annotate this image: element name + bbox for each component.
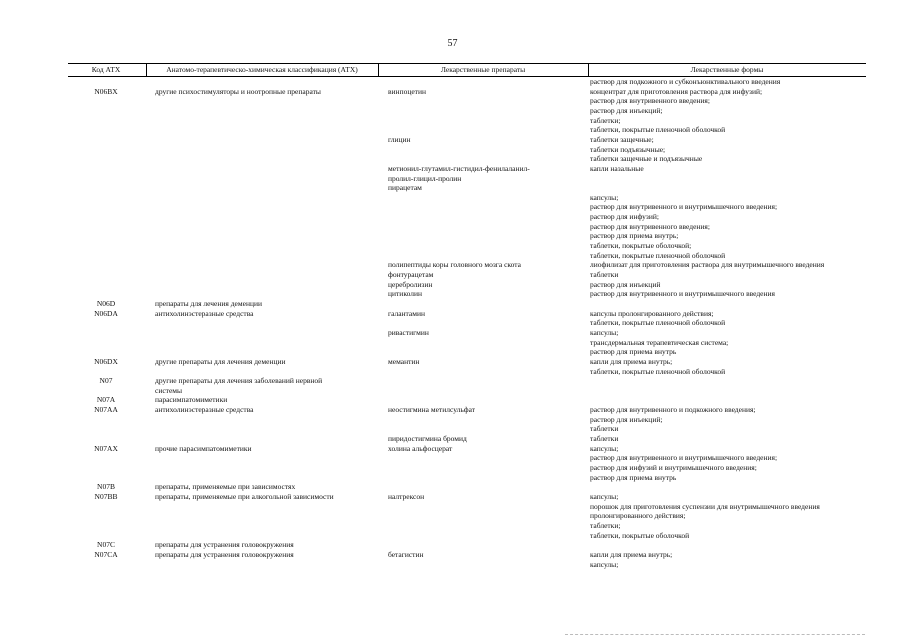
drug-name-cell: неостигмина метилсульфат: [388, 405, 476, 415]
classification-cell: другие психостимуляторы и ноотропные препараты: [155, 86, 321, 96]
drug-name-cell: церебролизин: [388, 279, 433, 289]
dosage-form-cell: таблетки, покрытые пленочной оболочкой: [590, 125, 726, 135]
dosage-form-cell: таблетки, покрытые пленочной оболочкой: [590, 318, 726, 328]
header-drugs: Лекарственные препараты: [440, 65, 526, 74]
classification-cell: другие препараты для лечения заболеваний нервной: [155, 376, 323, 386]
dosage-form-cell: таблетки защечные;: [590, 134, 654, 144]
drug-name-cell: мемантин: [388, 356, 420, 366]
atx-code-cell: N06BX: [94, 86, 118, 96]
classification-cell: прочие парасимпатомиметики: [155, 443, 252, 453]
dosage-form-cell: таблетки, покрытые пленочной оболочкой: [590, 366, 726, 376]
drug-name-cell: налтрексон: [388, 491, 425, 501]
drug-name-cell: глицин: [388, 134, 411, 144]
dosage-form-cell: раствор для внутривенного и внутримышечного введения;: [590, 453, 778, 463]
dosage-form-cell: таблетки защечные и подъязычные: [590, 154, 703, 164]
dosage-form-cell: трансдермальная терапевтическая система;: [590, 337, 729, 347]
header-code: Код АТХ: [91, 65, 121, 74]
page-number: 57: [447, 38, 458, 49]
dosage-form-cell: капсулы пролонгированного действия;: [590, 308, 714, 318]
drug-name-cell: холина альфосцерат: [388, 443, 453, 453]
drug-name-cell: ривастигмин: [388, 327, 429, 337]
dosage-form-cell: раствор для внутривенного введения;: [590, 96, 710, 106]
classification-cell: антихолинэстеразные средства: [155, 405, 254, 415]
classification-cell: препараты, применяемые при алкогольной зависимости: [155, 491, 334, 501]
dosage-form-cell: таблетки: [590, 270, 619, 279]
dosage-form-cell: концентрат для приготовления раствора для инфузий;: [590, 86, 763, 96]
dosage-form-cell: раствор для внутривенного и подкожного введения;: [590, 405, 756, 415]
classification-cell: парасимпатомиметики: [155, 395, 228, 405]
dosage-form-cell: раствор для подкожного и субконъюнктивального введения: [590, 77, 781, 86]
atx-code-cell: N07: [99, 376, 113, 386]
classification-cell: другие препараты для лечения деменции: [155, 356, 286, 366]
drug-name-cell: бетагистин: [388, 549, 424, 559]
atx-code-cell: N07AA: [94, 405, 118, 415]
dosage-form-cell: таблетки, покрытые пленочной оболочкой: [590, 250, 726, 260]
header-forms: Лекарственные формы: [690, 65, 764, 74]
dosage-form-cell: лиофилизат для приготовления раствора для внутримышечного введения: [590, 260, 825, 270]
dosage-form-cell: капсулы;: [590, 559, 619, 569]
drug-name-cell: метионил-глутамил-гистидил-фенилаланил-: [388, 163, 530, 173]
dosage-form-cell: капсулы;: [590, 192, 619, 202]
dosage-form-cell: раствор для внутривенного и внутримышечного введения: [590, 289, 775, 299]
dosage-form-cell: таблетки;: [590, 520, 621, 530]
dosage-form-cell: раствор для приема внутрь: [590, 472, 677, 482]
dosage-form-cell: капсулы;: [590, 491, 619, 501]
classification-cell: препараты для устранения головокружения: [155, 549, 294, 559]
drug-name-cell: фонтурацетам: [388, 270, 434, 279]
classification-cell: системы: [155, 385, 183, 395]
atx-code-cell: N06D: [96, 299, 116, 308]
dosage-form-cell: таблетки подъязычные;: [590, 144, 666, 154]
dosage-form-cell: таблетки;: [590, 115, 621, 125]
drug-name-cell: пиридостигмина бромид: [388, 434, 467, 444]
dosage-form-cell: раствор для инъекций: [590, 279, 661, 289]
dosage-form-cell: капсулы;: [590, 327, 619, 337]
drug-name-cell: пролил-глицил-пролин: [388, 173, 462, 183]
drug-name-cell: полипептиды коры головного мозга скота: [388, 260, 522, 270]
dosage-form-cell: таблетки, покрытые оболочкой: [590, 530, 690, 540]
dosage-form-cell: раствор для приема внутрь;: [590, 231, 679, 241]
dosage-form-cell: капли назальные: [590, 163, 644, 173]
dosage-form-cell: пролонгированного действия;: [590, 511, 686, 521]
classification-cell: препараты для лечения деменции: [155, 299, 263, 308]
dosage-form-cell: раствор для инъекций;: [590, 414, 663, 424]
classification-cell: препараты для устранения головокружения: [155, 540, 294, 550]
header-classification: Анатомо-терапевтическо-химическая классификация (АТХ): [166, 65, 358, 74]
drug-name-cell: цитиколин: [388, 289, 423, 299]
classification-cell: антихолинэстеразные средства: [155, 308, 254, 318]
dosage-form-cell: таблетки, покрытые оболочкой;: [590, 241, 692, 251]
dosage-form-cell: капли для приема внутрь;: [590, 356, 673, 366]
atx-code-cell: N06DA: [94, 308, 118, 318]
atx-code-cell: N07B: [97, 482, 115, 492]
atx-code-cell: N07BB: [94, 491, 118, 501]
drug-name-cell: галантамин: [388, 308, 426, 318]
dosage-form-cell: раствор для инфузий;: [590, 212, 659, 222]
atx-code-cell: N07A: [96, 395, 116, 405]
page-edge-mark: [565, 634, 865, 635]
classification-cell: препараты, применяемые при зависимостях: [155, 482, 296, 492]
dosage-form-cell: раствор для инфузий и внутримышечного введения;: [590, 463, 757, 472]
dosage-form-cell: капли для приема внутрь;: [590, 549, 673, 559]
dosage-form-cell: раствор для внутривенного введения;: [590, 221, 710, 231]
dosage-form-cell: таблетки: [590, 424, 619, 434]
dosage-form-cell: раствор для инъекций;: [590, 106, 663, 115]
atx-code-cell: N07AX: [94, 443, 118, 453]
dosage-form-cell: раствор для приема внутрь: [590, 347, 677, 357]
dosage-form-cell: таблетки: [590, 434, 619, 444]
dosage-form-cell: порошок для приготовления суспензии для внутримышечного введения: [590, 501, 820, 511]
drug-name-cell: винпоцетин: [388, 86, 426, 96]
dosage-form-cell: раствор для внутривенного и внутримышечного введения;: [590, 202, 778, 212]
dosage-form-cell: капсулы;: [590, 443, 619, 453]
atx-code-cell: N07CA: [94, 549, 118, 559]
atx-code-cell: N07C: [97, 540, 115, 550]
atx-code-cell: N06DX: [94, 356, 118, 366]
drug-name-cell: пирацетам: [388, 183, 422, 193]
